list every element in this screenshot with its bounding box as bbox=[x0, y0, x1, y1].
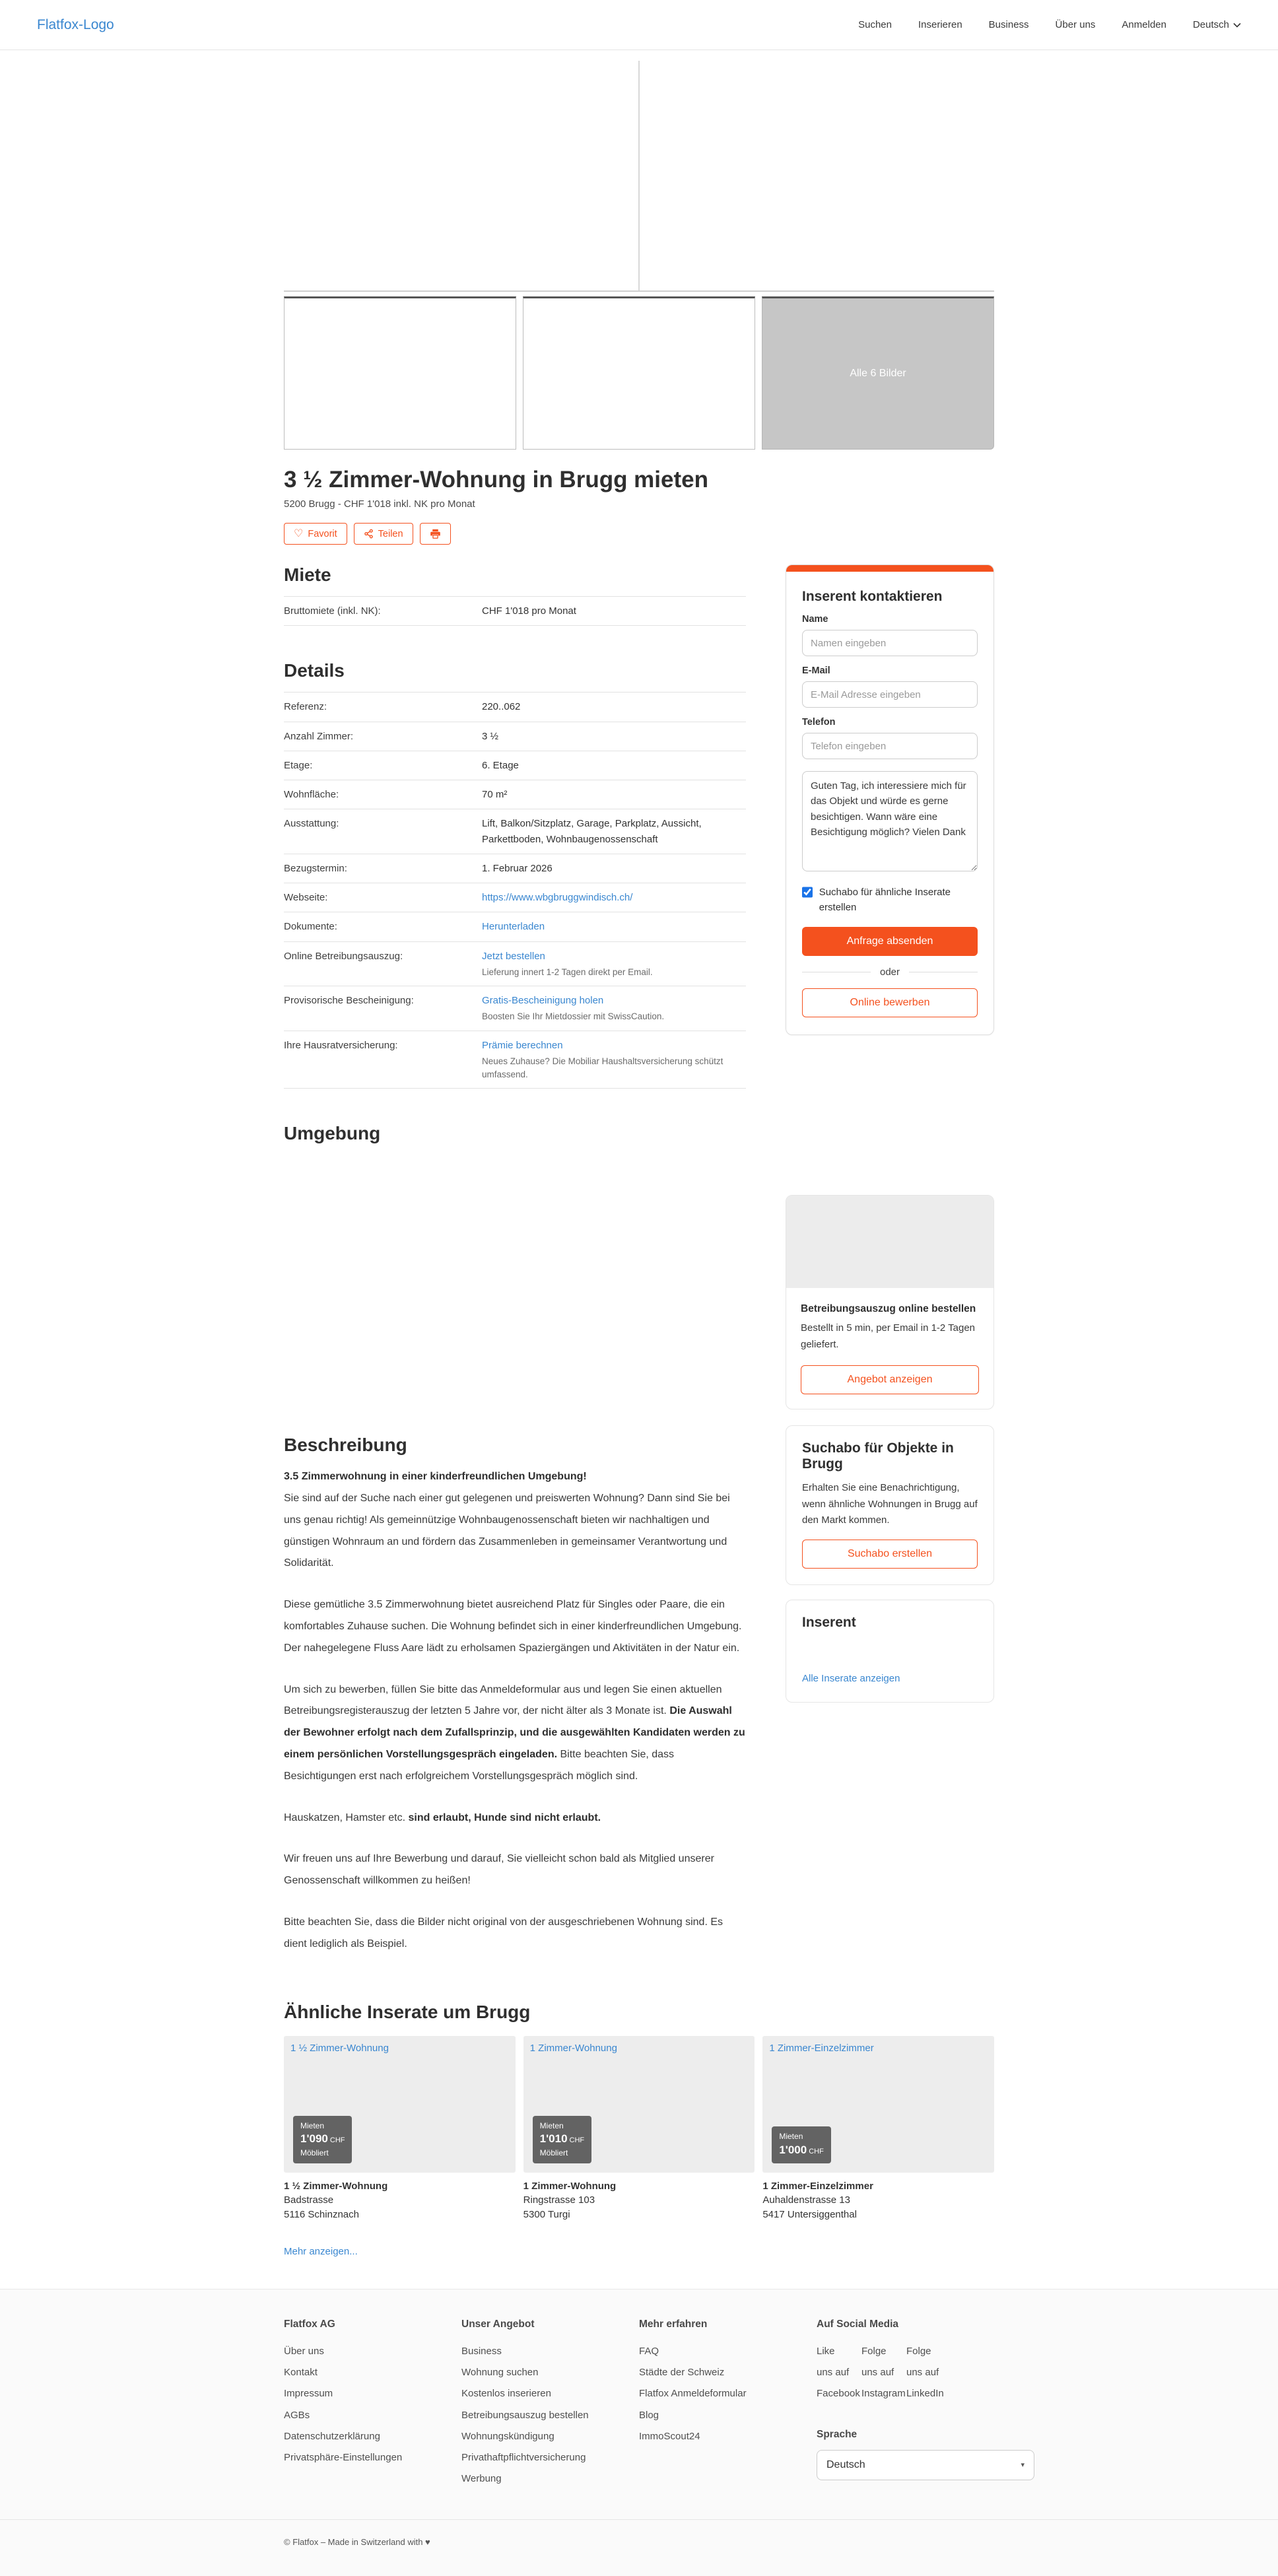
row-label: Bruttomiete (inkl. NK): bbox=[284, 605, 381, 617]
footer-link[interactable]: Kostenlos inserieren bbox=[461, 2388, 551, 2400]
price-badge bbox=[772, 2126, 830, 2163]
beschreibung-heading: Beschreibung bbox=[284, 1435, 407, 1456]
betreibungsauszug-title: Betreibungsauszug online bestellen bbox=[801, 1303, 976, 1314]
main-nav bbox=[858, 19, 1241, 30]
listing-card-image[interactable] bbox=[523, 2036, 755, 2173]
badge-currency: CHF bbox=[809, 2148, 824, 2156]
footer-col1-heading: Flatfox AG bbox=[284, 2318, 335, 2330]
footer-link[interactable]: Privathaftpflichtversicherung bbox=[461, 2452, 586, 2464]
listing-card-city: 5417 Untersiggenthal bbox=[762, 2209, 857, 2221]
row-link[interactable]: Prämie berechnen bbox=[482, 1039, 563, 1051]
listing-card-street: Auhaldenstrasse 13 bbox=[762, 2194, 850, 2206]
footer-link[interactable]: Kontakt bbox=[284, 2367, 318, 2379]
badge-action: Mieten bbox=[539, 2120, 564, 2130]
row-value: CHF 1'018 pro Monat bbox=[482, 605, 576, 617]
betreibungsauszug-card bbox=[786, 1195, 994, 1409]
footer-link[interactable]: FAQ bbox=[639, 2345, 659, 2357]
social-media-link[interactable]: Like uns auf Facebook bbox=[817, 2345, 860, 2400]
page-title: 3 ½ Zimmer-Wohnung in Brugg mieten bbox=[284, 467, 708, 492]
table-row bbox=[284, 751, 746, 780]
row-value: 70 m² bbox=[482, 789, 508, 800]
gallery-all-photos-button[interactable] bbox=[762, 296, 994, 450]
badge-price: 1'000 bbox=[779, 2144, 807, 2157]
contact-form-card bbox=[786, 564, 994, 1035]
listing-card bbox=[523, 2036, 755, 2222]
phone-label: Telefon bbox=[802, 717, 836, 728]
suchabo-checkbox-label: Suchabo für ähnliche Inserate erstellen bbox=[819, 887, 951, 913]
footer-link[interactable]: Wohnungskündigung bbox=[461, 2430, 555, 2442]
language-heading: Sprache bbox=[817, 2428, 858, 2440]
listing-type-link[interactable]: 1 ½ Zimmer-Wohnung bbox=[290, 2042, 389, 2054]
suchabo-title: Suchabo für Objekte in Brugg bbox=[802, 1440, 954, 1472]
nav-item[interactable]: Business bbox=[988, 19, 1029, 30]
price-badge bbox=[533, 2116, 591, 2163]
badge-currency: CHF bbox=[569, 2136, 585, 2145]
contact-heading: Inserent kontaktieren bbox=[802, 589, 943, 604]
badge-currency: CHF bbox=[329, 2136, 345, 2145]
row-link[interactable]: Herunterladen bbox=[482, 921, 545, 933]
badge-action: Mieten bbox=[300, 2120, 325, 2130]
nav-item[interactable]: Suchen bbox=[858, 19, 892, 30]
row-label: Provisorische Bescheinigung: bbox=[284, 995, 414, 1006]
suchabo-checkbox[interactable] bbox=[802, 887, 813, 898]
flatfox-logo[interactable]: Flatfox-Logo bbox=[37, 17, 114, 32]
row-label: Ihre Hausratversicherung: bbox=[284, 1039, 398, 1051]
row-value: Lift, Balkon/Sitzplatz, Garage, Parkplatz, Aussicht, Parkettboden, Wohnbaugenossenschaft bbox=[482, 818, 702, 845]
show-offer-button[interactable]: Angebot anzeigen bbox=[801, 1365, 979, 1394]
listing-card-image[interactable] bbox=[284, 2036, 516, 2173]
email-label: E-Mail bbox=[802, 665, 830, 676]
email-field[interactable] bbox=[802, 681, 978, 708]
miete-heading: Miete bbox=[284, 564, 331, 585]
badge-extra: Möbliert bbox=[539, 2148, 568, 2157]
listing-card-image[interactable] bbox=[762, 2036, 994, 2173]
row-label: Online Betreibungsauszug: bbox=[284, 950, 403, 962]
badge-price: 1'010 bbox=[539, 2132, 568, 2146]
table-row bbox=[284, 722, 746, 751]
listing-card-city: 5300 Turgi bbox=[523, 2209, 570, 2221]
table-row bbox=[284, 780, 746, 809]
footer-link[interactable]: Über uns bbox=[284, 2345, 324, 2357]
table-row bbox=[284, 1031, 746, 1089]
footer-link[interactable]: Datenschutzerklärung bbox=[284, 2430, 380, 2442]
language-select[interactable] bbox=[817, 2450, 1034, 2480]
row-label: Ausstattung: bbox=[284, 818, 339, 830]
listing-card-street: Ringstrasse 103 bbox=[523, 2194, 595, 2206]
footer-link[interactable]: Impressum bbox=[284, 2388, 333, 2400]
table-row bbox=[284, 883, 746, 912]
map-placeholder[interactable] bbox=[284, 1155, 746, 1400]
row-label: Dokumente: bbox=[284, 921, 337, 933]
row-link[interactable]: Jetzt bestellen bbox=[482, 950, 545, 962]
heart-icon: ♡ bbox=[294, 527, 304, 539]
row-sub-text: Neues Zuhause? Die Mobiliar Haushaltsversicherung schützt umfassend. bbox=[482, 1056, 723, 1079]
print-button[interactable] bbox=[420, 523, 451, 545]
listing-card-title: 1 Zimmer-Einzelzimmer bbox=[762, 2180, 873, 2192]
table-row bbox=[284, 854, 746, 883]
name-field[interactable] bbox=[802, 630, 978, 656]
copyright-text: © Flatfox – Made in Switzerland with ♥ bbox=[284, 2536, 430, 2547]
table-row bbox=[284, 912, 746, 941]
select-caret-icon: ▾ bbox=[1021, 2461, 1025, 2470]
row-label: Webseite: bbox=[284, 892, 328, 903]
show-more-link[interactable]: Mehr anzeigen... bbox=[284, 2245, 358, 2257]
send-request-button[interactable]: Anfrage absenden bbox=[802, 927, 978, 956]
similar-heading: Ähnliche Inserate um Brugg bbox=[284, 2001, 531, 2022]
badge-action: Mieten bbox=[779, 2132, 803, 2142]
footer bbox=[0, 2289, 1278, 2576]
listing-card-city: 5116 Schinznach bbox=[284, 2209, 359, 2221]
description-paragraph: Bitte beachten Sie, dass die Bilder nicht original von der ausgeschriebenen Wohnung sind. Es dient lediglich als Beispiel. bbox=[284, 1916, 723, 1949]
gallery-thumbnail-1[interactable] bbox=[284, 296, 516, 450]
listing-card bbox=[284, 2036, 516, 2222]
gallery-main-photo-2[interactable] bbox=[640, 61, 994, 290]
listing-type-link[interactable]: 1 Zimmer-Wohnung bbox=[529, 2042, 617, 2054]
badge-extra: Möbliert bbox=[300, 2148, 329, 2157]
description-paragraphs bbox=[284, 1466, 746, 1955]
footer-col2-heading: Unser Angebot bbox=[461, 2318, 535, 2330]
footer-link[interactable]: Werbung bbox=[461, 2473, 502, 2485]
apply-online-button[interactable]: Online bewerben bbox=[802, 988, 978, 1017]
description-paragraph: Wir freuen uns auf Ihre Bewerbung und darauf, Sie vielleicht schon bald als Mitglied unserer Genossenschaft willkommen zu heißen! bbox=[284, 1853, 714, 1887]
create-suchabo-button[interactable]: Suchabo erstellen bbox=[802, 1540, 978, 1569]
or-divider: oder bbox=[802, 966, 978, 978]
footer-col3-heading: Mehr erfahren bbox=[639, 2318, 708, 2330]
footer-link[interactable]: Betreibungsauszug bestellen bbox=[461, 2409, 589, 2421]
footer-link[interactable]: Städte der Schweiz bbox=[639, 2367, 725, 2379]
language-menu[interactable]: Deutsch bbox=[1193, 19, 1241, 30]
table-row bbox=[284, 942, 746, 987]
description-paragraph: Um sich zu bewerben, füllen Sie bitte das Anmeldeformular aus und legen Sie einen aktuellen Betreibungsregisterauszug der letzten 5 Jahre vor, der nicht älter als 3 Monate ist. Die Auswahl der Bewohner erfolgt nach dem Zufallsprinzip, und die ausgewählten Kandidaten werden zu einem persönlichen Vorstellungsgespräch eingeladen. Bitte beachten Sie, dass Besichtigungen erst nach erfolgreichem Vorstellungsgespräch möglich sind. bbox=[284, 1683, 745, 1782]
betreibungsauszug-text: Bestellt in 5 min, per Email in 1-2 Tagen geliefert. bbox=[801, 1322, 976, 1350]
share-icon bbox=[364, 529, 374, 539]
betreibungsauszug-image-placeholder bbox=[786, 1196, 993, 1288]
footer-link[interactable]: Flatfox Anmeldeformular bbox=[639, 2388, 747, 2400]
listing-card bbox=[762, 2036, 994, 2222]
contact-card-accent-bar bbox=[786, 565, 993, 572]
language-selected-value: Deutsch bbox=[826, 2458, 865, 2470]
gallery-thumbnail-2[interactable] bbox=[523, 296, 755, 450]
inserent-card bbox=[786, 1600, 994, 1703]
row-label: Referenz: bbox=[284, 701, 327, 713]
description-paragraph: Sie sind auf der Suche nach einer gut gelegenen und preiswerten Wohnung? Dann sind Sie bei uns genau richtig! Als gemeinnützige Wohnbaugenossenschaft bieten wir nachhaltigen und günstigen Wohnraum an und fördern das Zusammenleben in gemeinsamer Verantwortung und Solidarität. bbox=[284, 1493, 730, 1569]
row-sub-text: Lieferung innert 1-2 Tagen direkt per Email. bbox=[482, 966, 653, 977]
price-badge bbox=[293, 2116, 352, 2163]
row-label: Wohnfläche: bbox=[284, 789, 339, 800]
listing-card-street: Badstrasse bbox=[284, 2194, 334, 2206]
listing-type-link[interactable]: 1 Zimmer-Einzelzimmer bbox=[769, 2042, 874, 2054]
table-row bbox=[284, 597, 746, 626]
row-value: 3 ½ bbox=[482, 730, 499, 742]
description-paragraph: Hauskatzen, Hamster etc. sind erlaubt, Hunde sind nicht erlaubt. bbox=[284, 1812, 601, 1823]
row-link[interactable]: Gratis-Bescheinigung holen bbox=[482, 995, 604, 1006]
chevron-down-icon bbox=[1233, 22, 1241, 28]
table-row bbox=[284, 809, 746, 854]
suchabo-text: Erhalten Sie eine Benachrichtigung, wenn ähnliche Wohnungen in Brugg auf den Markt kommen. bbox=[802, 1481, 978, 1526]
social-media-link[interactable]: Folge uns auf Instagram bbox=[861, 2345, 906, 2400]
row-link[interactable]: https://www.wbgbruggwindisch.ch/ bbox=[482, 892, 633, 903]
row-label: Bezugstermin: bbox=[284, 862, 347, 874]
top-navigation-bar bbox=[0, 0, 1278, 50]
all-photos-label: Alle 6 Bilder bbox=[850, 368, 906, 379]
badge-price: 1'090 bbox=[300, 2132, 328, 2146]
row-sub-text: Boosten Sie Ihr Mietdossier mit SwissCaution. bbox=[482, 1011, 665, 1022]
name-label: Name bbox=[802, 614, 828, 625]
printer-icon bbox=[430, 528, 441, 539]
listing-card-title: 1 Zimmer-Wohnung bbox=[523, 2180, 617, 2192]
listing-subtitle: 5200 Brugg - CHF 1'018 inkl. NK pro Monat bbox=[284, 498, 475, 510]
nav-item[interactable]: Anmelden bbox=[1122, 19, 1166, 30]
photo-gallery bbox=[284, 61, 994, 450]
table-row bbox=[284, 986, 746, 1031]
footer-link[interactable]: AGBs bbox=[284, 2409, 310, 2421]
suchabo-card bbox=[786, 1425, 994, 1585]
footer-link[interactable]: Blog bbox=[639, 2409, 659, 2421]
row-value: 1. Februar 2026 bbox=[482, 862, 553, 874]
row-label: Anzahl Zimmer: bbox=[284, 730, 354, 742]
footer-link[interactable]: Privatsphäre-Einstellungen bbox=[284, 2452, 403, 2464]
message-field[interactable] bbox=[802, 771, 978, 871]
row-value: 220..062 bbox=[482, 701, 521, 713]
umgebung-heading: Umgebung bbox=[284, 1123, 381, 1144]
miete-table bbox=[284, 596, 746, 626]
favorite-button[interactable]: ♡ Favorit bbox=[284, 523, 347, 545]
gallery-main-photo-1[interactable] bbox=[284, 61, 640, 290]
listing-card-title: 1 ½ Zimmer-Wohnung bbox=[284, 2180, 388, 2192]
description-paragraph: Diese gemütliche 3.5 Zimmerwohnung bietet ausreichend Platz für Singles oder Paare, die ein komfortables Zuhause suchen. Die Wohnung befindet sich in einer kinderfreundlichen Umgebung. Der nahegelegene Fluss Aare lädt zu erholsamen Spaziergängen und Aktivitäten in der Natur ein. bbox=[284, 1599, 742, 1654]
row-value: 6. Etage bbox=[482, 759, 519, 771]
share-button[interactable]: Teilen bbox=[354, 523, 413, 545]
all-listings-link[interactable]: Alle Inserate anzeigen bbox=[802, 1673, 900, 1684]
phone-field[interactable] bbox=[802, 733, 978, 759]
row-label: Etage: bbox=[284, 759, 313, 771]
footer-social-heading: Auf Social Media bbox=[817, 2318, 899, 2330]
similar-listings-section bbox=[284, 2002, 994, 2289]
inserent-title: Inserent bbox=[802, 1615, 856, 1630]
nav-item[interactable]: Über uns bbox=[1055, 19, 1096, 30]
social-media-link[interactable]: Folge uns auf LinkedIn bbox=[906, 2345, 944, 2400]
table-row bbox=[284, 693, 746, 722]
footer-link[interactable]: Business bbox=[461, 2345, 502, 2357]
details-heading: Details bbox=[284, 660, 345, 681]
description-paragraph: 3.5 Zimmerwohnung in einer kinderfreundlichen Umgebung! bbox=[284, 1471, 587, 1483]
footer-link[interactable]: Wohnung suchen bbox=[461, 2367, 539, 2379]
nav-item[interactable]: Inserieren bbox=[918, 19, 962, 30]
details-table bbox=[284, 692, 746, 1089]
suchabo-checkbox-row bbox=[802, 885, 978, 915]
footer-link[interactable]: ImmoScout24 bbox=[639, 2430, 700, 2442]
